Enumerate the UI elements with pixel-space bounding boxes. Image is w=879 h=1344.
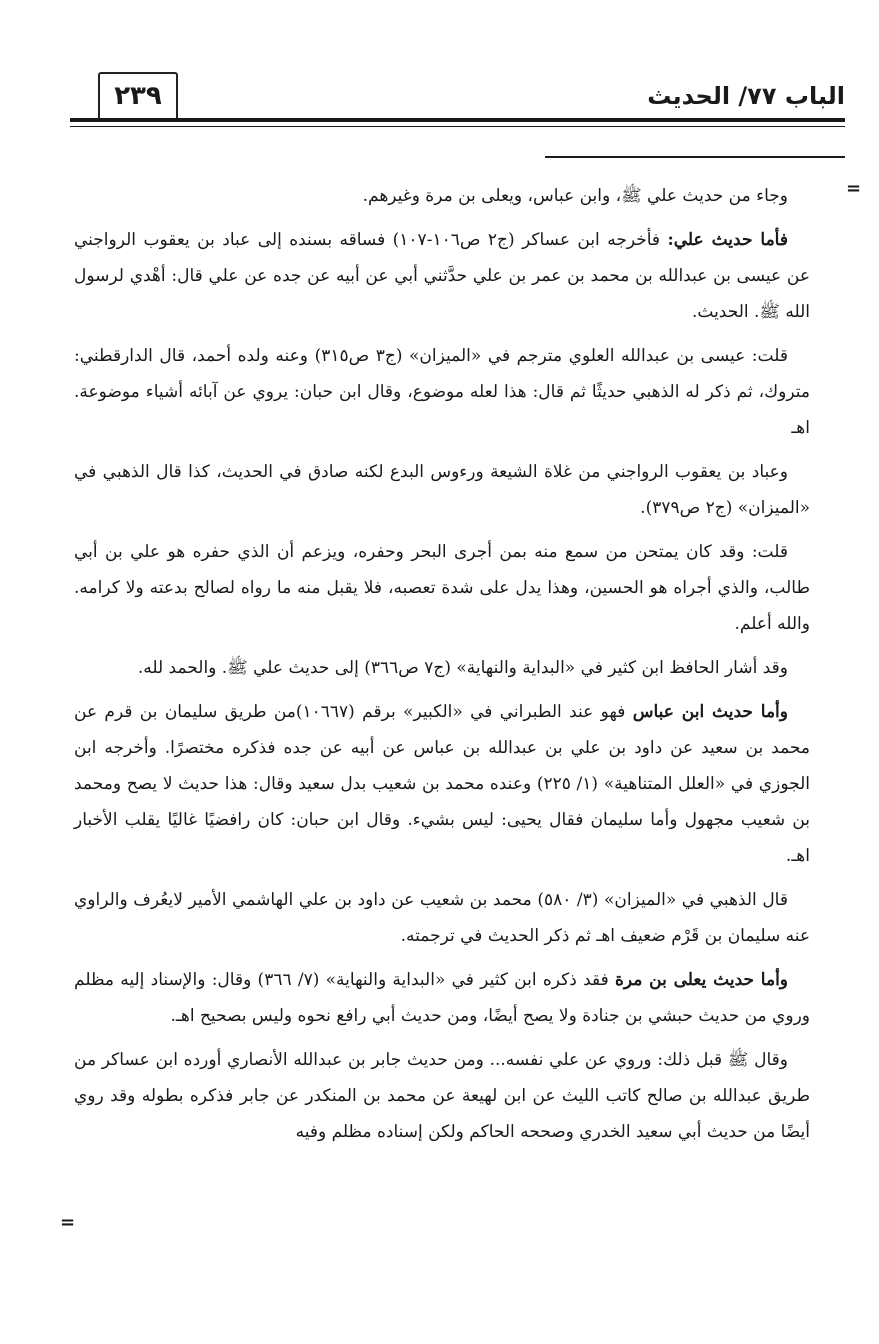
section-rule bbox=[545, 156, 845, 158]
paragraph-5: قلت: وقد كان يمتحن من سمع منه بمن أجرى البحر وحفره، ويزعم أن الذي حفره هو علي بن أبي طالب، والذي أجراه هو الحسين، وهذا يدل على شدة تعصبه، فلا يقبل منه ما رواه لصالح بدعته ولا كرامه. والله أعلم. bbox=[74, 542, 810, 634]
paragraph-10: وقال ﷺ قبل ذلك: وروي عن علي نفسه... ومن حديث جابر بن عبدالله الأنصاري أورده ابن عساكر من طريق عبدالله بن صالح كاتب الليث عن ابن لهيعة عن محمد بن المنكدر عن جابر فذكره بطوله وقد روي أيضًا من حديث أبي سعيد الخدري وصححه الحاكم ولكن إسناده مظلم وفيه bbox=[74, 1050, 810, 1142]
paragraph-7: وأما حديث ابن عباس فهو عند الطبراني في «الكبير» برقم (١٠٦٦٧)من طريق سليمان بن قرم عن محمد بن سعيد عن داود بن علي بن عبدالله بن عباس عن أبيه عن جده فذكره مختصرًا. وأخرجه ابن الجوزي في «العلل المتناهية» (١/ ٢٢٥) وعنده محمد بن شعيب بدل سعيد وقال: هذا حديث لا يصح ومحمد بن شعيب مجهول وأما سليمان فقال يحيى: ليس بشيء. وقال ابن حبان: كان رافضيًا غاليًا يقلب الأخبار اهـ. bbox=[74, 702, 810, 866]
paragraph-9: وأما حديث يعلى بن مرة فقد ذكره ابن كثير في «البداية والنهاية» (٧/ ٣٦٦) وقال: والإسناد إليه مظلم وروي من حديث حبشي بن جنادة ولا يصح أيضًا، ومن حديث أبي رافع نحوه وليس بصحيح اهـ. bbox=[74, 970, 810, 1026]
paragraph-1: وجاء من حديث علي ﷺ، وابن عباس، ويعلى بن مرة وغيرهم. bbox=[362, 186, 788, 206]
header-rule-thick bbox=[70, 118, 845, 122]
header-rule-thin bbox=[70, 126, 845, 127]
chapter-title: الباب ٧٧/ الحديث bbox=[647, 82, 845, 110]
paragraph-3: قلت: عيسى بن عبدالله العلوي مترجم في «الميزان» (ج٣ ص٣١٥) وعنه ولده أحمد، قال الدارقطني: متروك، ثم ذكر له الذهبي حديثًا ثم قال: هذا لعله موضوع، وقال ابن حبان: يروي عن آبائه أشياء موضوعة. اهـ bbox=[74, 346, 810, 438]
page-header bbox=[70, 68, 845, 130]
paragraph-8: قال الذهبي في «الميزان» (٣/ ٥٨٠) محمد بن شعيب عن داود بن علي الهاشمي الأمير لايعُرف والراوي عنه سليمان بن قَرْم ضعيف اهـ ثم ذكر الحديث في ترجمته. bbox=[74, 890, 810, 946]
paragraph-6: وقد أشار الحافظ ابن كثير في «البداية والنهاية» (ج٧ ص٣٦٦) إلى حديث علي ﷺ. والحمد لله. bbox=[137, 658, 788, 678]
main-text bbox=[74, 178, 810, 1158]
margin-mark-top: = bbox=[846, 178, 862, 199]
paragraph-4: وعباد بن يعقوب الرواجني من غلاة الشيعة ورءوس البدع لكنه صادق في الحديث، كذا قال الذهبي في «الميزان» (ج٢ ص٣٧٩). bbox=[74, 462, 810, 518]
margin-mark-bottom: = bbox=[60, 1212, 76, 1233]
paragraph-2: فأما حديث علي: فأخرجه ابن عساكر (ج٢ ص١٠٦-١٠٧) فساقه بسنده إلى عباد بن يعقوب الرواجني عن عيسى بن عبدالله بن محمد بن عمر بن علي حدَّثني أبي عن أبيه عن جده عن علي قال: أهْدي لرسول الله ﷺ. الحديث. bbox=[74, 230, 810, 322]
page-number: ٢٣٩ bbox=[98, 72, 178, 118]
